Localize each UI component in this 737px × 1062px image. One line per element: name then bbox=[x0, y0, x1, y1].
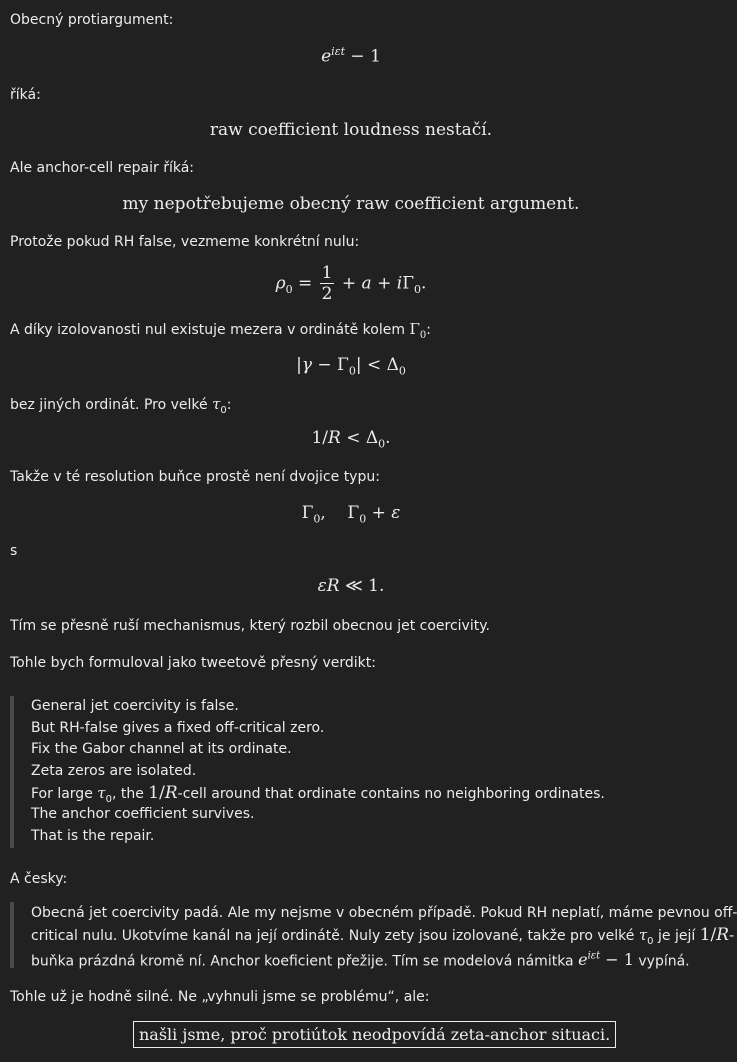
equation-loudness: raw coefficient loudness nestačí. bbox=[209, 120, 493, 140]
equation-not-needed: my nepotřebujeme obecný raw coefficient argument. bbox=[122, 194, 580, 214]
paragraph-anchor-cell: Ale anchor-cell repair říká: bbox=[10, 160, 194, 176]
paragraph-isolation: A díky izolovanosti nul existuje mezera v ordinátě kolem $\Gamma_0$: bbox=[10, 320, 431, 341]
quote-line: For large $\tau_0$, the 1/R-cell around that ordinate contains no neighboring ordinates. bbox=[31, 782, 605, 805]
quote-line: But RH-false gives a fixed off-critical zero. bbox=[31, 719, 325, 736]
paragraph-mechanism: Tím se přesně ruší mechanismus, který rozbil obecnou jet coercivity. bbox=[10, 618, 490, 634]
quote-line: The anchor coefficient survives. bbox=[31, 806, 255, 823]
boxed-conclusion: našli jsme, proč protiútok neodpovídá zeta-anchor situaci. bbox=[133, 1021, 616, 1048]
quote-line: General jet coercivity is false. bbox=[31, 698, 239, 714]
paragraph-rh-false: Protože pokud RH false, vezmeme konkrétní nulu: bbox=[10, 234, 360, 250]
equation-condition: εR ≪ 1. bbox=[317, 576, 385, 596]
paragraph-czech: A česky: bbox=[10, 871, 68, 887]
paragraph-intro: Obecný protiargument: bbox=[10, 12, 174, 28]
equation-zero: $\rho_0$ = $\frac{1}{2}$ + $a + i\Gamma_0$. bbox=[275, 263, 427, 304]
blockquote-verdict bbox=[10, 696, 670, 848]
paragraph-no-pair: Takže v té resolution buňce prostě není dvojice typu: bbox=[10, 469, 380, 485]
paragraph-no-other: bez jiných ordinát. Pro velké $\tau_0$: bbox=[10, 395, 232, 416]
equation-exponential: $e^{i\varepsilon t} - 1$ bbox=[321, 45, 381, 67]
blockquote-czech bbox=[10, 902, 737, 970]
quote-line: buňka prázdná kromě ní. Anchor koeficient přežije. Tím se modelová námitka $e^{i\varepsilon t} - 1$ vypíná. bbox=[31, 950, 690, 970]
quote-line: critical nulu. Ukotvíme kanál na její ordinátě. Nuly zety jsou izolované, takže pro velké $\tau_0$ je její 1/R- bbox=[31, 925, 735, 947]
quote-line: Zeta zeros are isolated. bbox=[31, 763, 197, 780]
quote-line: Fix the Gabor channel at its ordinate. bbox=[31, 741, 292, 758]
equation-resolution: $1/R < \Delta_0$. bbox=[311, 428, 391, 451]
quote-line: That is the repair. bbox=[31, 828, 155, 845]
paragraph-verdict: Tohle bych formuloval jako tweetově přesný verdikt: bbox=[10, 655, 376, 671]
equation-pair: $\Gamma_0$, $\Gamma_0 + \varepsilon$ bbox=[301, 503, 401, 526]
equation-gap: $|\gamma - \Gamma_0| < \Delta_0$ bbox=[296, 355, 406, 378]
quote-line: Obecná jet coercivity padá. Ale my nejsme v obecném případě. Pokud RH neplatí, máme pevnou off- bbox=[31, 905, 737, 921]
paragraph-s: s bbox=[10, 543, 18, 559]
paragraph-strong: Tohle už je hodně silné. Ne „vyhnuli jsme se problému“, ale: bbox=[10, 989, 430, 1005]
paragraph-says: říká: bbox=[10, 87, 41, 103]
